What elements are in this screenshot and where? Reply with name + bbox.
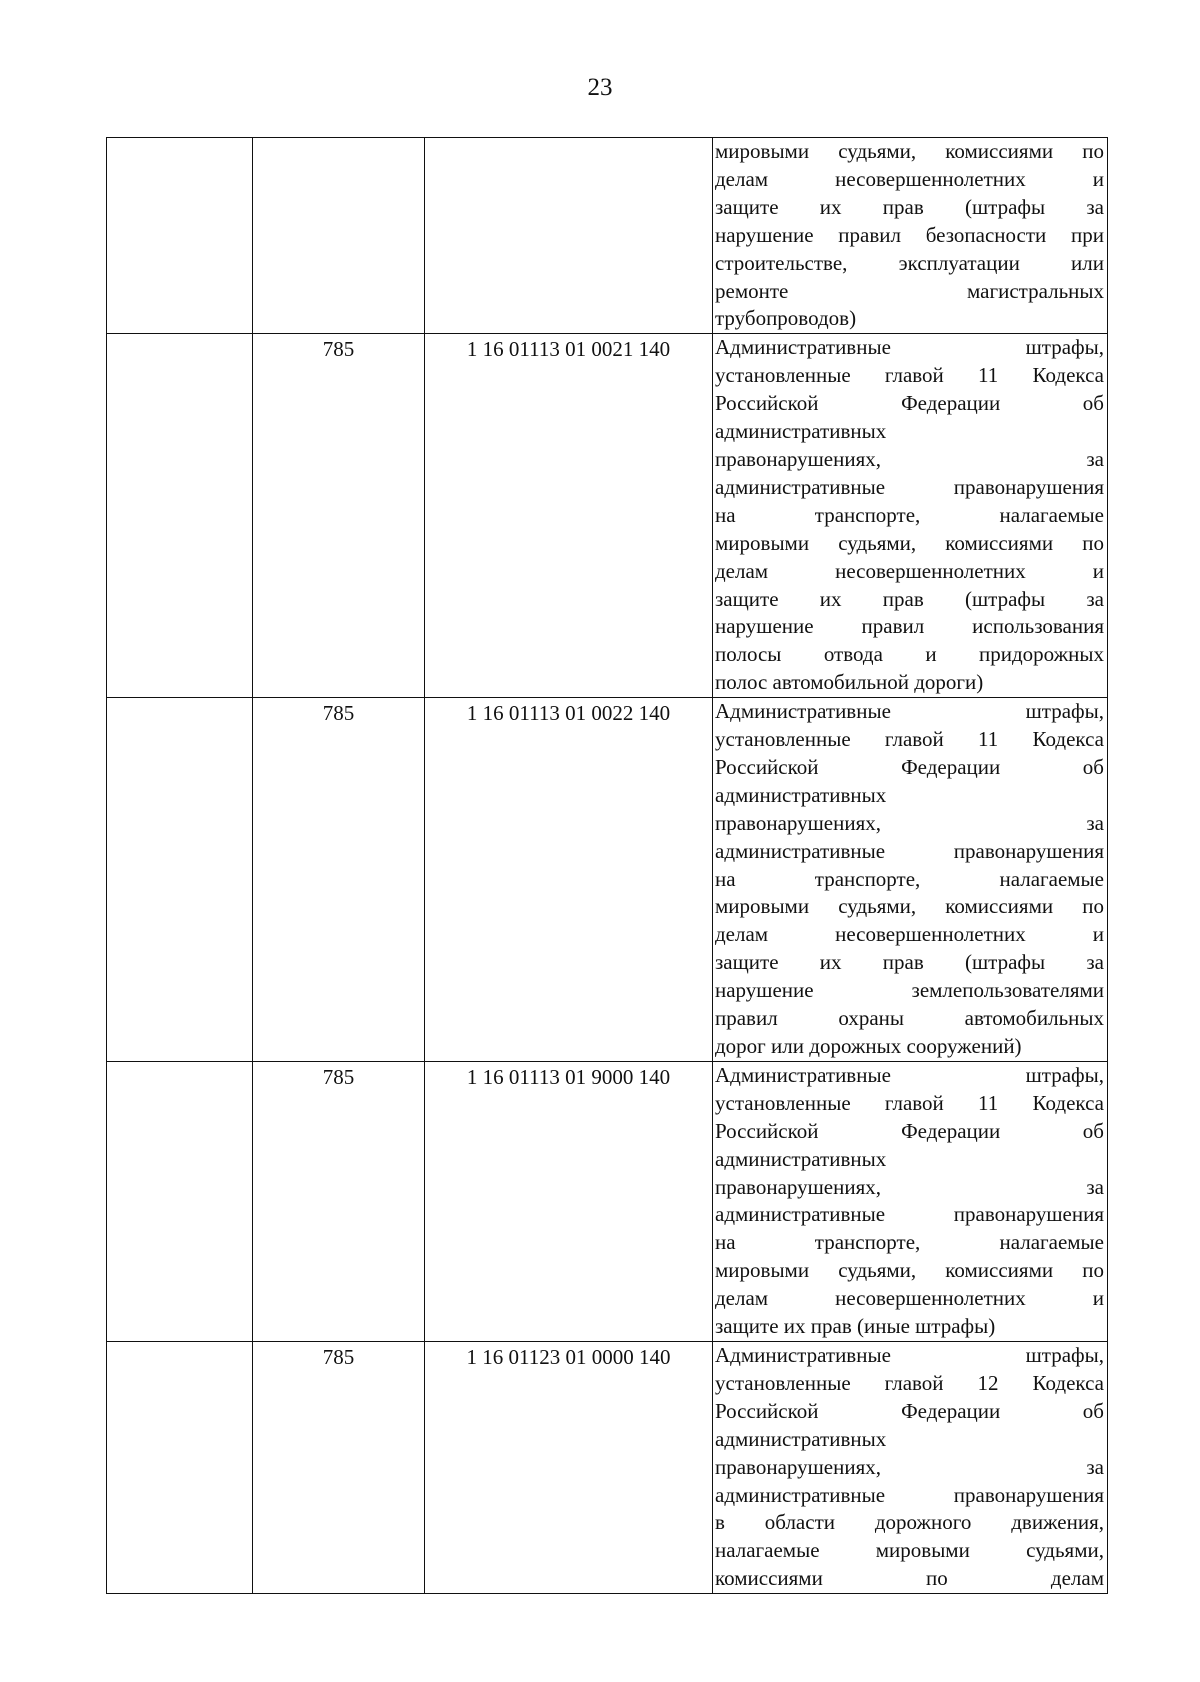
description-line: мировыми судьями, комиссиями по xyxy=(715,894,1104,919)
cell-empty xyxy=(107,698,253,1062)
description-line: полос автомобильной дороги) xyxy=(715,670,984,695)
description-line: мировыми судьями, комиссиями по xyxy=(715,530,1104,555)
page-number: 23 xyxy=(587,74,613,101)
cell-kbk-code xyxy=(425,138,713,334)
description-line: нарушение правил безопасности при xyxy=(715,222,1104,247)
cell-description xyxy=(713,1341,1108,1593)
description-line: установленные главой 11 Кодекса xyxy=(715,727,1104,752)
budget-codes-table xyxy=(106,137,1108,1594)
cell-description xyxy=(713,138,1108,334)
cell-kbk-code: 1 16 01123 01 0000 140 xyxy=(425,1341,713,1593)
cell-description xyxy=(713,698,1108,1062)
cell-empty xyxy=(107,138,253,334)
description-line: нарушение землепользователями xyxy=(715,978,1104,1003)
cell-admin-code: 785 xyxy=(253,698,425,1062)
description-line: административные правонарушения xyxy=(715,474,1104,499)
description-line: Российской Федерации об xyxy=(715,391,1104,416)
description-line: трубопроводов) xyxy=(715,306,857,331)
description-line: защите их прав (штрафы за xyxy=(715,950,1104,975)
description-line: административных xyxy=(715,1426,887,1451)
description-line: Российской Федерации об xyxy=(715,1398,1104,1423)
cell-empty xyxy=(107,1341,253,1593)
description-line: Административные штрафы, xyxy=(715,1062,1104,1087)
description-line: защите их прав (штрафы за xyxy=(715,586,1104,611)
description-line: правонарушениях, за xyxy=(715,1454,1104,1479)
description-line: административных xyxy=(715,419,887,444)
cell-admin-code: 785 xyxy=(253,1061,425,1341)
cell-kbk-code: 1 16 01113 01 9000 140 xyxy=(425,1061,713,1341)
description-line: мировыми судьями, комиссиями по xyxy=(715,1258,1104,1283)
description-line: на транспорте, налагаемые xyxy=(715,866,1104,891)
description-line: установленные главой 11 Кодекса xyxy=(715,363,1104,388)
description-line: защите их прав (штрафы за xyxy=(715,194,1104,219)
description-line: на транспорте, налагаемые xyxy=(715,1230,1104,1255)
description-line: дорог или дорожных сооружений) xyxy=(715,1034,1022,1058)
description-line: Административные штрафы, xyxy=(715,1342,1104,1367)
table-body xyxy=(107,138,1108,1594)
description-line: административные правонарушения xyxy=(715,1482,1104,1507)
description-line: Российской Федерации об xyxy=(715,754,1104,779)
description-line: нарушение правил использования xyxy=(715,614,1104,639)
description-line: делам несовершеннолетних и xyxy=(715,558,1104,583)
description-line: ремонте магистральных xyxy=(715,278,1104,303)
description-line: Административные штрафы, xyxy=(715,335,1104,360)
description-line: административные правонарушения xyxy=(715,838,1104,863)
description-line: комиссиями по делам xyxy=(715,1566,1104,1591)
description-line: административных xyxy=(715,1146,887,1171)
description-line: правонарушениях, за xyxy=(715,446,1104,471)
description-line: установленные главой 11 Кодекса xyxy=(715,1090,1104,1115)
description-line: Административные штрафы, xyxy=(715,699,1104,724)
table-row xyxy=(107,1341,1108,1593)
description-line: на транспорте, налагаемые xyxy=(715,502,1104,527)
cell-kbk-code: 1 16 01113 01 0022 140 xyxy=(425,698,713,1062)
cell-admin-code: 785 xyxy=(253,334,425,698)
table-row xyxy=(107,1061,1108,1341)
cell-admin-code: 785 xyxy=(253,1341,425,1593)
description-line: налагаемые мировыми судьями, xyxy=(715,1538,1104,1563)
description-line: делам несовершеннолетних и xyxy=(715,166,1104,191)
description-line: в области дорожного движения, xyxy=(715,1510,1104,1535)
cell-description xyxy=(713,1061,1108,1341)
description-line: Российской Федерации об xyxy=(715,1118,1104,1143)
description-line: административные правонарушения xyxy=(715,1202,1104,1227)
description-line: защите их прав (иные штрафы) xyxy=(715,1314,996,1339)
description-line: установленные главой 12 Кодекса xyxy=(715,1370,1104,1395)
description-line: строительстве, эксплуатации или xyxy=(715,250,1104,275)
description-line: правил охраны автомобильных xyxy=(715,1006,1104,1031)
cell-empty xyxy=(107,334,253,698)
cell-admin-code xyxy=(253,138,425,334)
description-line: правонарушениях, за xyxy=(715,1174,1104,1199)
description-line: делам несовершеннолетних и xyxy=(715,922,1104,947)
cell-empty xyxy=(107,1061,253,1341)
description-line: правонарушениях, за xyxy=(715,810,1104,835)
table-row xyxy=(107,334,1108,698)
cell-kbk-code: 1 16 01113 01 0021 140 xyxy=(425,334,713,698)
description-line: административных xyxy=(715,782,887,807)
description-line: полосы отвода и придорожных xyxy=(715,642,1104,667)
description-line: делам несовершеннолетних и xyxy=(715,1286,1104,1311)
table-row xyxy=(107,138,1108,334)
cell-description xyxy=(713,334,1108,698)
table-row xyxy=(107,698,1108,1062)
description-line: мировыми судьями, комиссиями по xyxy=(715,139,1104,163)
